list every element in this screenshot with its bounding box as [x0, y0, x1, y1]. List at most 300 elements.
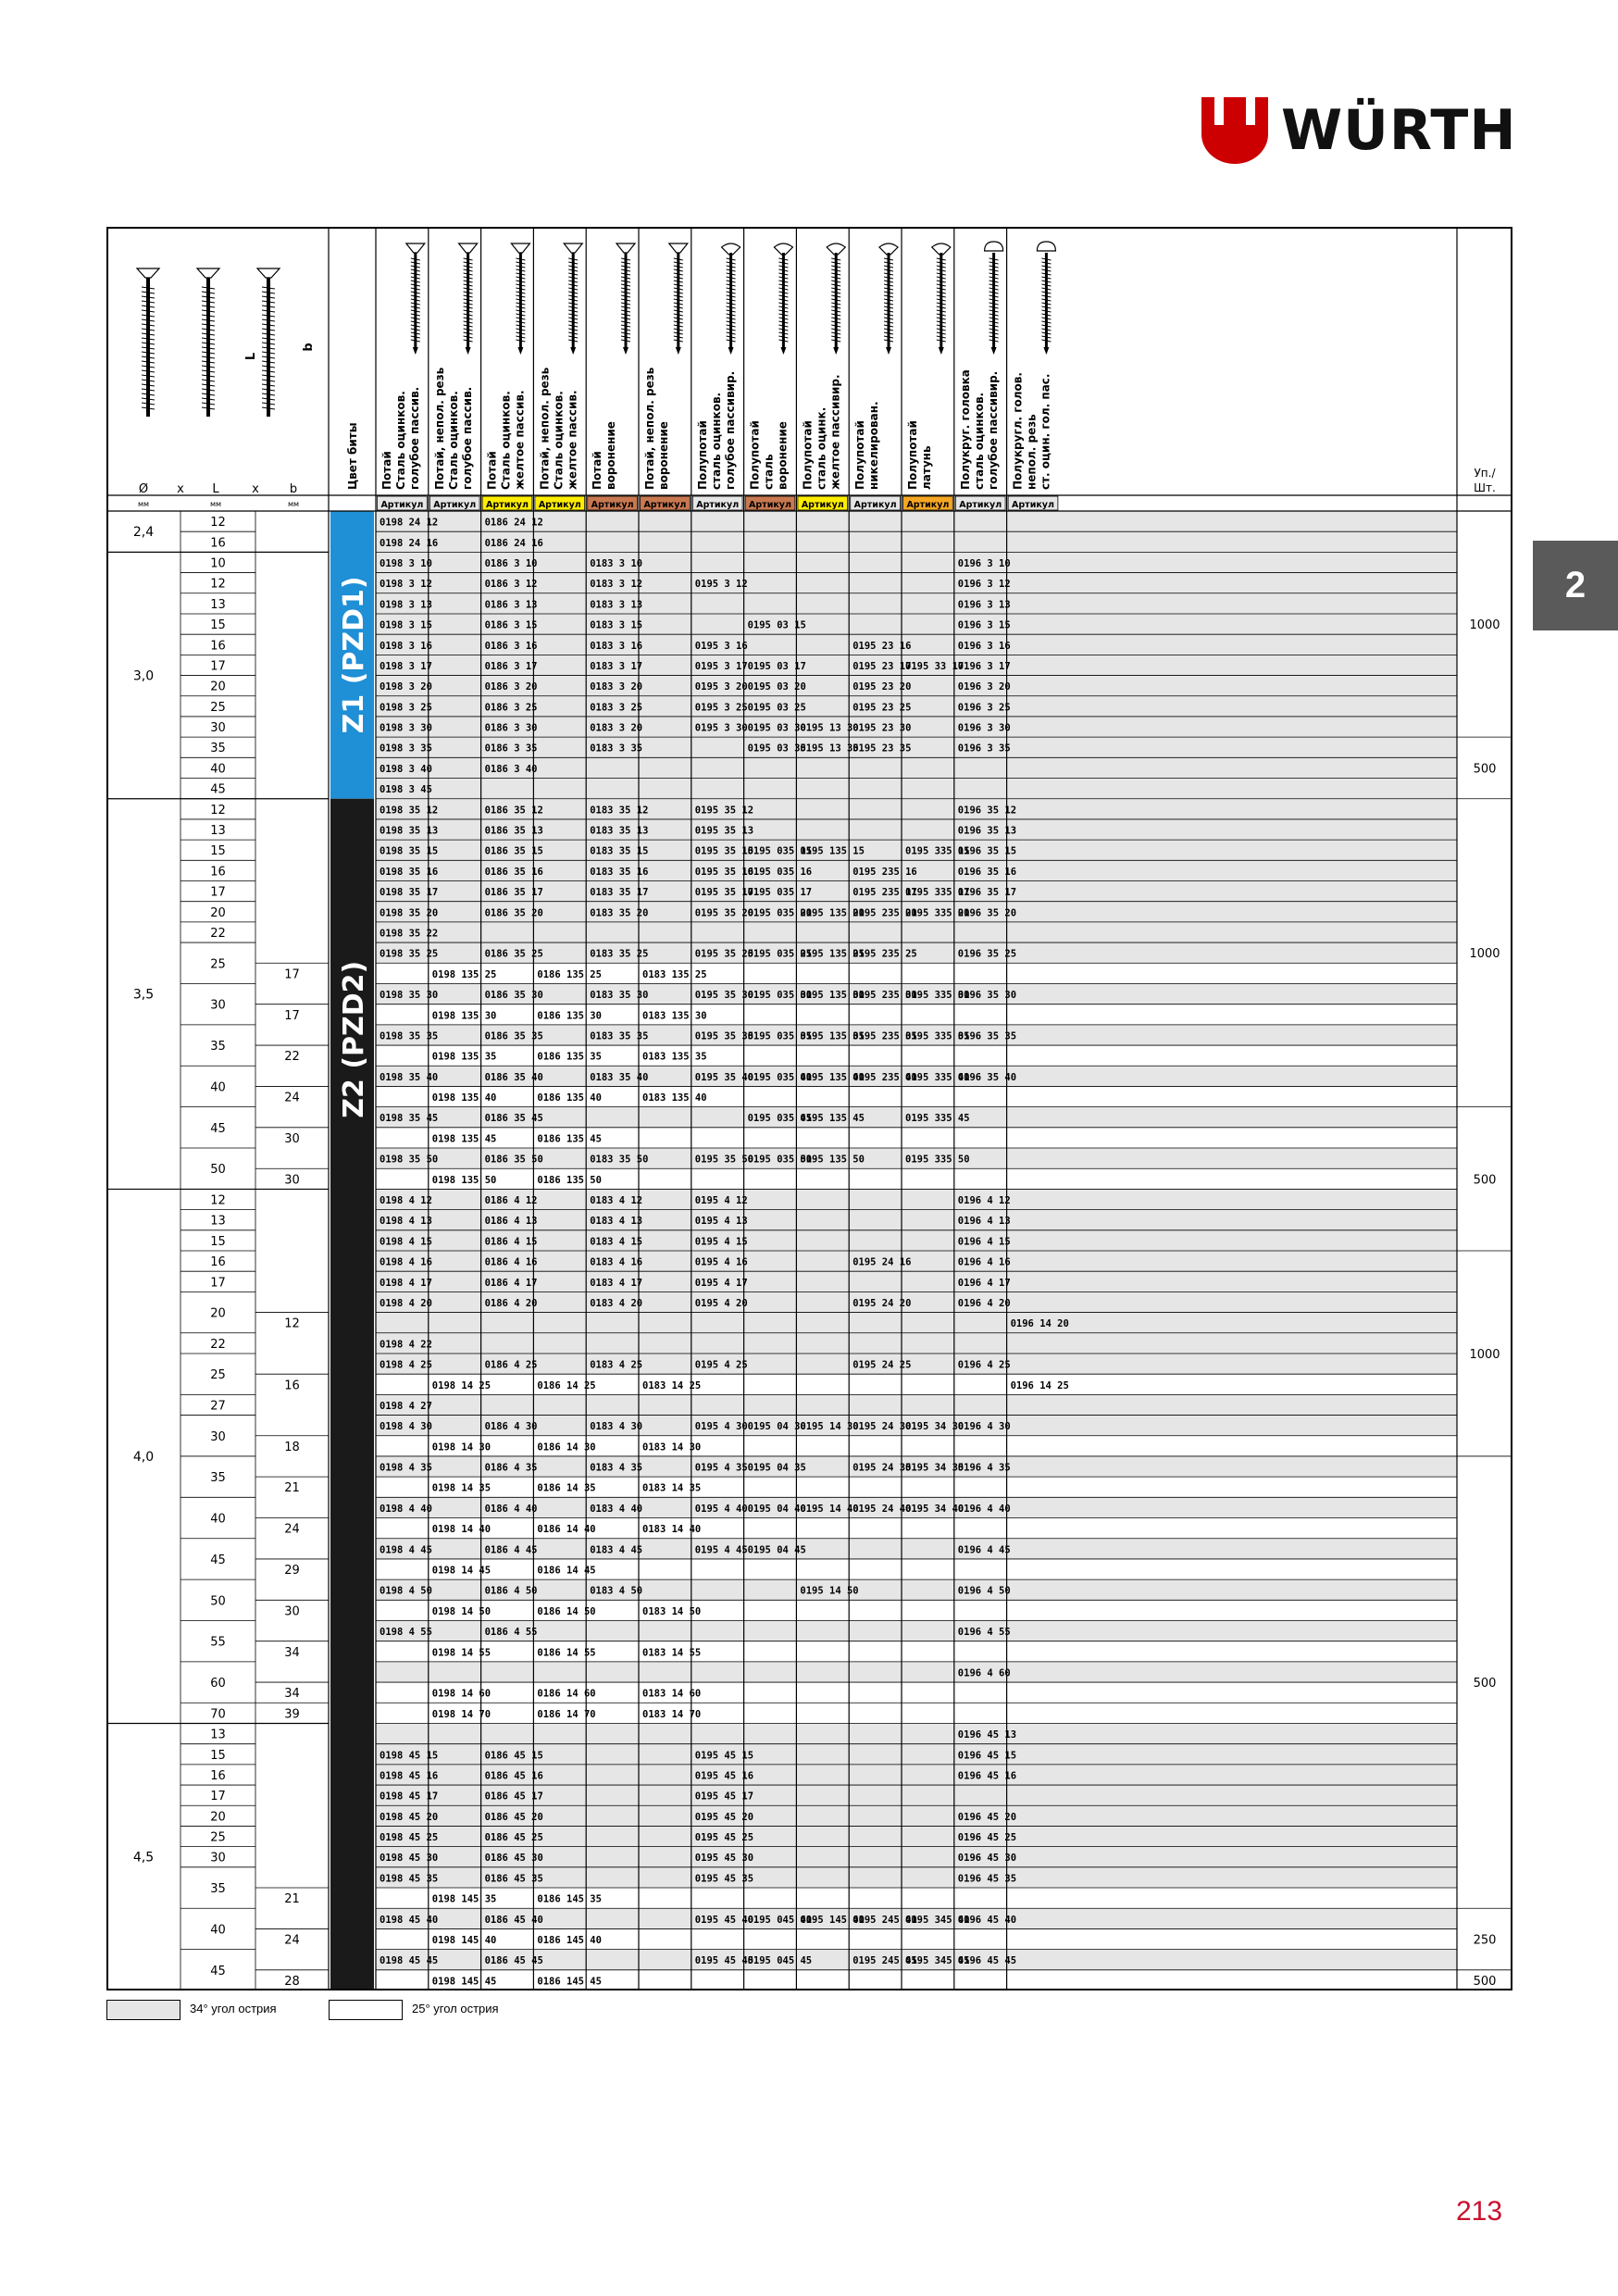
column-header-line: голубое пассивир. — [723, 370, 737, 490]
length-value: 45 — [210, 1553, 226, 1567]
article-number: 0183 4 40 — [590, 1503, 643, 1515]
article-number: 0186 3 13 — [484, 599, 538, 611]
length-value: 15 — [210, 844, 226, 859]
length-value: 35 — [210, 742, 226, 756]
article-number: 0198 45 45 — [380, 1955, 439, 1967]
article-number: 0195 23 35 — [853, 742, 912, 755]
article-number: 0186 3 25 — [484, 702, 538, 714]
column-header-line: сталь оцинков. — [709, 392, 723, 490]
wurth-logo-mark-icon — [1201, 97, 1268, 164]
article-number: 0198 4 45 — [380, 1544, 432, 1556]
article-number: 0195 4 12 — [694, 1195, 748, 1207]
article-number: 0198 45 20 — [380, 1811, 439, 1823]
article-number: 0195 345 45 — [905, 1955, 970, 1967]
dimension-label: x — [177, 482, 184, 496]
article-number: 0196 35 13 — [957, 825, 1017, 837]
article-number: 0196 35 17 — [957, 887, 1017, 899]
article-number: 0186 14 40 — [537, 1524, 596, 1536]
article-number: 0198 4 25 — [380, 1359, 432, 1371]
article-number: 0186 35 16 — [484, 866, 543, 878]
article-number: 0195 23 25 — [853, 702, 912, 714]
article-number: 0198 45 30 — [380, 1853, 439, 1865]
article-number: 0186 35 45 — [484, 1113, 543, 1125]
article-number: 0186 3 35 — [484, 742, 538, 755]
product-table — [106, 227, 1512, 1990]
article-number: 0198 14 60 — [431, 1688, 492, 1700]
thread-length-value: 30 — [284, 1604, 300, 1619]
dimension-unit: мм — [287, 500, 300, 508]
article-number: 0195 3 30 — [694, 722, 748, 734]
legend-swatch-25 — [329, 2000, 403, 2020]
diameter-value: 3,5 — [132, 987, 155, 1003]
length-value: 25 — [210, 957, 226, 972]
article-number: 0183 3 20 — [590, 681, 643, 693]
article-number: 0195 235 16 — [853, 866, 917, 878]
row-shade — [376, 593, 1457, 614]
article-number: 0195 04 45 — [747, 1544, 806, 1556]
article-number: 0198 14 55 — [431, 1647, 492, 1659]
article-number: 0195 23 16 — [853, 640, 912, 652]
length-value: 55 — [210, 1635, 226, 1650]
article-number: 0186 45 15 — [484, 1750, 543, 1762]
article-number: 0195 045 45 — [747, 1955, 813, 1967]
artikul-label: Артикул — [749, 500, 791, 510]
article-number: 0186 135 25 — [537, 968, 602, 980]
artikul-label: Артикул — [433, 500, 477, 510]
length-value: 30 — [210, 998, 226, 1013]
article-number: 0186 14 30 — [537, 1441, 596, 1454]
article-number: 0195 35 15 — [694, 845, 754, 857]
length-value: 60 — [210, 1677, 226, 1691]
thread-length-value: 21 — [284, 1892, 300, 1907]
artikul-label: Артикул — [380, 500, 424, 510]
article-number: 0186 45 35 — [484, 1873, 543, 1885]
article-number: 0183 4 20 — [590, 1297, 643, 1309]
article-number: 0198 4 27 — [380, 1400, 432, 1412]
row-shade — [376, 922, 1457, 942]
pan-head-icon — [985, 242, 1003, 251]
article-number: 0196 3 13 — [957, 599, 1011, 611]
article-number: 0195 3 17 — [694, 660, 748, 672]
article-number: 0196 35 35 — [957, 1030, 1017, 1042]
column-header-line: воронение — [657, 421, 670, 490]
length-value: 50 — [210, 1594, 226, 1609]
column-header-line: никелирован. — [867, 401, 881, 490]
article-number: 0183 3 17 — [590, 660, 643, 672]
article-number: 0195 04 30 — [747, 1421, 806, 1433]
article-number: 0198 4 15 — [380, 1236, 432, 1248]
article-number: 0198 4 40 — [380, 1503, 432, 1515]
length-value: 15 — [210, 1234, 226, 1249]
article-number: 0183 35 20 — [590, 907, 649, 919]
article-number: 0183 3 15 — [590, 619, 643, 631]
wurth-logo — [1201, 97, 1517, 164]
length-value: 30 — [210, 721, 226, 736]
length-value: 20 — [210, 1306, 226, 1321]
article-number: 0198 3 16 — [380, 640, 432, 652]
article-number: 0195 035 40 — [747, 1071, 813, 1083]
column-header-line: Потай — [485, 451, 499, 490]
article-number: 0186 45 16 — [484, 1770, 543, 1782]
thread-length-value: 34 — [284, 1645, 300, 1660]
dimension-label: x — [252, 482, 259, 496]
thread-length-value: 17 — [284, 967, 300, 982]
column-header-line: Сталь оцинков. — [446, 391, 460, 490]
length-value: 15 — [210, 618, 226, 633]
article-number: 0195 4 45 — [694, 1544, 748, 1556]
article-number: 0198 4 20 — [380, 1297, 432, 1309]
article-number: 0183 3 13 — [590, 599, 643, 611]
article-number: 0195 3 12 — [694, 579, 748, 591]
article-number: 0196 45 15 — [957, 1750, 1017, 1762]
article-number: 0195 035 30 — [747, 990, 813, 1002]
article-number: 0198 3 30 — [380, 722, 432, 734]
article-number: 0195 14 50 — [800, 1585, 859, 1597]
dim-l-marker: L — [244, 352, 258, 361]
pack-quantity: 1000 — [1469, 618, 1500, 633]
article-number: 0186 14 55 — [537, 1647, 596, 1659]
pack-quantity: 500 — [1473, 762, 1497, 777]
artikul-label: Артикул — [696, 500, 740, 510]
article-number: 0195 335 15 — [905, 845, 970, 857]
column-header-line: Потай, непол. резь — [538, 367, 552, 490]
article-number: 0198 45 35 — [380, 1873, 439, 1885]
column-header-line: Потай — [380, 451, 393, 490]
length-value: 22 — [210, 926, 226, 941]
bit-label: Z1 (PZD1) — [338, 576, 370, 734]
pack-quantity: 1000 — [1469, 947, 1500, 962]
article-number: 0195 14 30 — [800, 1421, 859, 1433]
article-number: 0195 03 20 — [747, 681, 806, 693]
row-shade — [376, 1271, 1457, 1292]
article-number: 0198 3 35 — [380, 742, 432, 755]
legend-label-34: 34° угол острия — [190, 2002, 277, 2015]
article-number: 0195 35 25 — [694, 948, 754, 960]
article-number: 0196 4 15 — [957, 1236, 1011, 1248]
pack-header: Шт. — [1474, 481, 1496, 494]
article-number: 0195 14 40 — [800, 1503, 859, 1515]
artikul-label: Артикул — [853, 500, 897, 510]
thread-length-value: 16 — [284, 1379, 300, 1393]
article-number: 0195 24 40 — [853, 1503, 912, 1515]
article-number: 0186 14 45 — [537, 1565, 596, 1577]
row-shade — [376, 1333, 1457, 1354]
row-shade — [376, 1251, 1457, 1271]
article-number: 0198 35 25 — [380, 948, 439, 960]
article-number: 0198 14 25 — [431, 1379, 492, 1391]
article-number: 0183 4 13 — [590, 1216, 643, 1228]
row-shade — [376, 1394, 1457, 1415]
article-number: 0196 3 17 — [957, 660, 1011, 672]
article-number: 0195 3 25 — [694, 702, 748, 714]
article-number: 0195 13 30 — [800, 722, 859, 734]
row-shade — [376, 757, 1457, 778]
diameter-value: 4,5 — [132, 1850, 155, 1866]
article-number: 0195 34 35 — [905, 1462, 965, 1474]
article-number: 0195 35 12 — [694, 805, 754, 817]
article-number: 0196 14 20 — [1010, 1318, 1069, 1330]
page-number: 213 — [1456, 2196, 1503, 2227]
row-shade — [376, 717, 1457, 737]
article-number: 0186 14 60 — [537, 1688, 596, 1700]
bit-label: Z2 (PZD2) — [338, 960, 370, 1118]
article-number: 0183 35 25 — [590, 948, 649, 960]
article-number: 0186 45 40 — [484, 1914, 543, 1926]
article-number: 0195 4 30 — [694, 1421, 748, 1433]
row-shade — [376, 1662, 1457, 1682]
article-number: 0198 3 13 — [380, 599, 432, 611]
article-number: 0195 13 35 — [800, 742, 859, 755]
article-number: 0198 35 13 — [380, 825, 439, 837]
length-value: 22 — [210, 1337, 226, 1352]
article-number: 0198 4 30 — [380, 1421, 432, 1433]
column-header-line: сталь оцинк. — [815, 406, 828, 490]
row-shade — [376, 1189, 1457, 1209]
column-header-line: Потай — [591, 451, 604, 490]
article-number: 0195 45 15 — [694, 1750, 754, 1762]
article-number: 0195 035 20 — [747, 907, 813, 919]
article-number: 0198 3 45 — [380, 784, 432, 796]
row-shade — [376, 1354, 1457, 1374]
article-number: 0198 3 17 — [380, 660, 432, 672]
article-number: 0196 4 12 — [957, 1195, 1011, 1207]
article-number: 0186 45 30 — [484, 1853, 543, 1865]
pack-quantity: 500 — [1473, 1173, 1497, 1188]
pack-quantity: 500 — [1473, 1974, 1497, 1989]
artikul-label: Артикул — [1012, 500, 1054, 510]
legend-label-25: 25° угол острия — [412, 2002, 499, 2015]
article-number: 0195 135 35 — [800, 1030, 865, 1042]
length-value: 25 — [210, 700, 226, 715]
length-value: 20 — [210, 905, 226, 920]
row-shade — [376, 696, 1457, 717]
length-value: 15 — [210, 1748, 226, 1763]
article-number: 0183 3 20 — [590, 722, 643, 734]
article-number: 0195 35 40 — [694, 1071, 754, 1083]
article-number: 0198 45 40 — [380, 1914, 439, 1926]
article-number: 0195 35 13 — [694, 825, 754, 837]
article-number: 0196 4 16 — [957, 1256, 1011, 1268]
article-number: 0196 35 16 — [957, 866, 1017, 878]
row-shade — [376, 1621, 1457, 1641]
column-header-line: Сталь оцинков. — [499, 391, 513, 490]
article-number: 0196 4 55 — [957, 1627, 1011, 1639]
article-number: 0195 24 16 — [853, 1256, 912, 1268]
article-number: 0195 03 25 — [747, 702, 806, 714]
article-number: 0195 4 13 — [694, 1216, 748, 1228]
artikul-label: Артикул — [486, 500, 529, 510]
length-value: 16 — [210, 639, 226, 654]
article-number: 0196 4 50 — [957, 1585, 1011, 1597]
length-value: 13 — [210, 824, 226, 839]
article-number: 0196 35 25 — [957, 948, 1017, 960]
article-number: 0186 4 17 — [484, 1277, 538, 1289]
article-number: 0195 335 30 — [905, 990, 970, 1002]
article-number: 0183 3 12 — [590, 579, 643, 591]
product-table-svg — [106, 227, 1512, 1990]
column-header-line: голубое пассивир. — [986, 370, 1000, 490]
dimension-label: Ø — [138, 482, 149, 496]
article-number: 0183 3 10 — [590, 557, 643, 569]
length-value: 13 — [210, 1728, 226, 1742]
article-number: 0186 135 45 — [537, 1133, 602, 1145]
article-number: 0198 14 40 — [431, 1524, 492, 1536]
legend — [106, 2000, 662, 2022]
article-number: 0195 3 20 — [694, 681, 748, 693]
artikul-label: Артикул — [906, 500, 950, 510]
article-number: 0183 14 60 — [642, 1688, 702, 1700]
article-number: 0195 03 30 — [747, 722, 806, 734]
article-number: 0183 35 12 — [590, 805, 649, 817]
article-number: 0195 4 20 — [694, 1297, 748, 1309]
article-number: 0183 4 12 — [590, 1195, 643, 1207]
article-number: 0195 03 17 — [747, 660, 806, 672]
length-value: 45 — [210, 1121, 226, 1136]
row-shade — [376, 573, 1457, 593]
article-number: 0198 14 70 — [431, 1708, 492, 1720]
article-number: 0198 4 50 — [380, 1585, 432, 1597]
article-number: 0195 4 25 — [694, 1359, 748, 1371]
article-number: 0196 35 15 — [957, 845, 1017, 857]
row-shade — [376, 1313, 1457, 1333]
article-number: 0186 4 13 — [484, 1216, 538, 1228]
article-number: 0183 35 13 — [590, 825, 649, 837]
article-number: 0186 135 30 — [537, 1010, 602, 1022]
bit-color-header: Цвет биты — [346, 422, 359, 490]
thread-length-value: 24 — [284, 1091, 300, 1105]
article-number: 0186 3 15 — [484, 619, 538, 631]
column-header-line: непол. резь — [1025, 414, 1039, 490]
article-number: 0195 35 35 — [694, 1030, 754, 1042]
article-number: 0183 14 25 — [642, 1379, 702, 1391]
article-number: 0195 35 20 — [694, 907, 754, 919]
article-number: 0198 35 12 — [380, 805, 439, 817]
article-number: 0195 245 40 — [853, 1914, 917, 1926]
article-number: 0198 14 50 — [431, 1605, 492, 1617]
pack-header: Уп./ — [1474, 467, 1496, 480]
dimension-label: L — [212, 482, 219, 496]
article-number: 0196 3 10 — [957, 557, 1011, 569]
article-number: 0195 24 20 — [853, 1297, 912, 1309]
article-number: 0195 045 40 — [747, 1914, 813, 1926]
article-number: 0195 135 25 — [800, 948, 865, 960]
article-number: 0196 45 20 — [957, 1811, 1017, 1823]
article-number: 0195 4 16 — [694, 1256, 748, 1268]
article-number: 0198 135 35 — [431, 1051, 497, 1063]
length-value: 16 — [210, 1768, 226, 1783]
article-number: 0198 24 16 — [380, 537, 439, 549]
article-number: 0198 135 25 — [431, 968, 497, 980]
article-number: 0183 14 70 — [642, 1708, 702, 1720]
dimension-label: b — [289, 482, 298, 496]
article-number: 0195 03 15 — [747, 619, 806, 631]
article-number: 0196 45 30 — [957, 1853, 1017, 1865]
article-number: 0198 4 35 — [380, 1462, 432, 1474]
thread-length-value: 22 — [284, 1050, 300, 1065]
article-number: 0183 35 17 — [590, 887, 649, 899]
article-number: 0196 4 25 — [957, 1359, 1011, 1371]
article-number: 0195 135 15 — [800, 845, 865, 857]
row-shade — [376, 614, 1457, 634]
article-number: 0198 3 15 — [380, 619, 432, 631]
article-number: 0186 4 35 — [484, 1462, 538, 1474]
row-shade — [376, 779, 1457, 799]
article-number: 0186 24 12 — [484, 517, 543, 529]
article-number: 0196 45 13 — [957, 1729, 1017, 1741]
thread-length-value: 28 — [284, 1974, 300, 1989]
legend-swatch-34 — [106, 2000, 180, 2020]
article-number: 0195 335 20 — [905, 907, 970, 919]
column-header-line: Потай, непол. резь — [643, 367, 656, 490]
article-number: 0186 135 40 — [537, 1092, 602, 1104]
length-value: 12 — [210, 1193, 226, 1208]
article-number: 0195 135 30 — [800, 990, 865, 1002]
thread-length-value: 39 — [284, 1707, 300, 1722]
length-value: 40 — [210, 1512, 226, 1527]
article-number: 0195 035 16 — [747, 866, 813, 878]
article-number: 0183 14 55 — [642, 1647, 702, 1659]
article-number: 0196 35 30 — [957, 990, 1017, 1002]
row-shade — [376, 1539, 1457, 1559]
article-number: 0195 135 40 — [800, 1071, 865, 1083]
length-value: 30 — [210, 1851, 226, 1866]
article-number: 0183 135 40 — [642, 1092, 707, 1104]
article-number: 0198 35 40 — [380, 1071, 439, 1083]
article-number: 0186 4 12 — [484, 1195, 538, 1207]
article-number: 0198 135 50 — [431, 1174, 497, 1186]
article-number: 0186 135 35 — [537, 1051, 602, 1063]
article-number: 0195 4 15 — [694, 1236, 748, 1248]
article-number: 0195 45 20 — [694, 1811, 754, 1823]
article-number: 0198 4 16 — [380, 1256, 432, 1268]
article-number: 0195 335 17 — [905, 887, 970, 899]
article-number: 0195 45 40 — [694, 1914, 754, 1926]
artikul-label: Артикул — [591, 500, 634, 510]
article-number: 0198 4 13 — [380, 1216, 432, 1228]
column-header-line: Полукругл. голов. — [1011, 372, 1025, 490]
article-number: 0195 33 17 — [905, 660, 965, 672]
article-number: 0198 35 50 — [380, 1154, 439, 1166]
article-number: 0198 35 35 — [380, 1030, 439, 1042]
article-number: 0195 35 16 — [694, 866, 754, 878]
row-shade — [376, 1230, 1457, 1251]
article-number: 0198 45 25 — [380, 1832, 439, 1844]
article-number: 0198 35 45 — [380, 1113, 439, 1125]
column-header-line: Сталь оцинков. — [552, 391, 566, 490]
article-number: 0198 145 45 — [431, 1976, 497, 1988]
article-number: 0195 345 40 — [905, 1914, 970, 1926]
column-header-line: желтое пассив. — [513, 390, 527, 490]
article-number: 0195 34 30 — [905, 1421, 965, 1433]
artikul-label: Артикул — [538, 500, 581, 510]
article-number: 0183 35 50 — [590, 1154, 649, 1166]
article-number: 0186 45 45 — [484, 1955, 543, 1967]
length-value: 30 — [210, 1429, 226, 1444]
row-shade — [376, 1292, 1457, 1312]
article-number: 0183 14 30 — [642, 1441, 702, 1454]
length-value: 17 — [210, 1790, 226, 1804]
length-value: 12 — [210, 577, 226, 592]
article-number: 0186 3 17 — [484, 660, 538, 672]
thread-length-value: 21 — [284, 1481, 300, 1496]
article-number: 0195 4 35 — [694, 1462, 748, 1474]
article-number: 0183 3 25 — [590, 702, 643, 714]
article-number: 0195 4 17 — [694, 1277, 748, 1289]
row-shade — [376, 552, 1457, 572]
article-number: 0195 035 35 — [747, 1030, 813, 1042]
article-number: 0196 4 13 — [957, 1216, 1011, 1228]
article-number: 0198 45 16 — [380, 1770, 439, 1782]
